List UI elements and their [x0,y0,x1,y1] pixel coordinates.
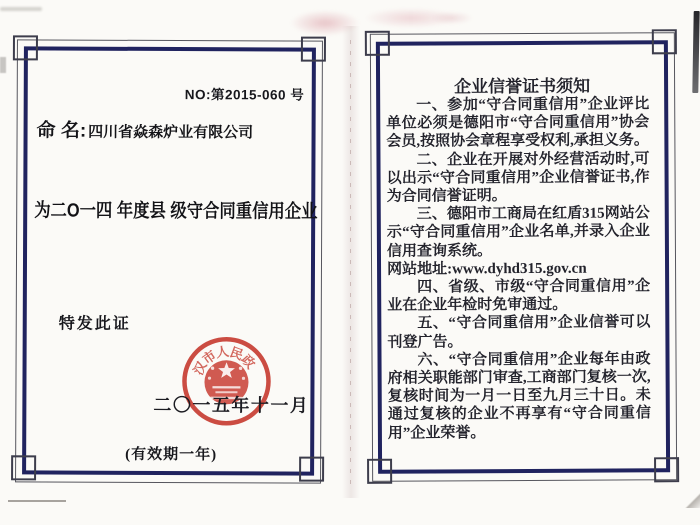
issue-date: 二〇一五年十一月 [153,394,310,416]
notice-paragraph: 一、参加“守合同重信用”企业评比单位必须是德阳市“守合同重信用”协会会员,按照协会章程享受权利,承担义务。 [386,96,650,151]
seal-arc-char: 人 [214,343,230,360]
scan-bottom-line [8,500,66,502]
corner-ornament [367,459,392,484]
certificate-left-page [13,35,327,488]
notice-body [386,95,651,442]
corner-ornament [299,457,324,482]
seal-arc-char: 汉 [189,358,210,378]
seal-arc-char: 市 [199,347,219,367]
notice-paragraph: 二、企业在开展对外经营活动时,可以出示“守合同重信用”企业信誉证书,作为合同信誉证明。 [386,150,650,205]
certificate-number: NO:第2015-060 号 [184,87,305,103]
ink-smudge [290,10,360,36]
ink-smudge [365,8,457,28]
page-curl [684,492,700,508]
notice-paragraph: 三、德阳市工商局在红盾315网站公示“守合同重信用”企业名单,并录入企业信用查询系统。 [386,205,650,260]
notice-paragraph: 六、“守合同重信用”企业每年由政府相关职能部门审查,工商部门复核一次,复核时间为一月一日至九月三十日。未通过复核的企业不再享有“守合同重信用”企业荣誉。 [387,351,651,442]
seal-arc-char: 政 [238,351,259,372]
certificate-right-page [365,29,681,489]
scan-streak [0,7,42,11]
scan-edge-mark [0,57,6,73]
company-name: 四川省焱森炉业有限公司 [88,123,254,142]
corner-ornament [365,31,390,56]
page-fold-crease [350,40,351,490]
notice-paragraph: 网站地址:www.dyhd315.gov.cn [387,260,587,278]
ink-smudge [432,12,472,24]
scan-edge-bar [692,11,699,93]
notice-paragraph: 四、省级、市级“守合同重信用”企业在企业年检时免审通过。 [387,278,651,314]
page-fold-shadow [342,26,360,498]
issue-statement: 特发此证 [58,315,131,333]
notice-title: 企业信誉证书须知 [454,76,591,97]
name-label: 命 名: [36,120,87,142]
award-statement: 为二O一四 年度县 级守合同重信用企业 [34,200,318,223]
corner-ornament [652,29,677,54]
corner-ornament [13,35,38,60]
corner-ornament [11,455,36,480]
validity-note: (有效期一年) [125,446,218,464]
corner-ornament [654,457,679,482]
company-name-row [37,115,254,143]
corner-ornament [301,37,326,62]
seal-arc-char: 民 [228,343,246,363]
notice-paragraph: 五、“守合同重信用”企业信誉可以刊登广告。 [387,314,651,351]
